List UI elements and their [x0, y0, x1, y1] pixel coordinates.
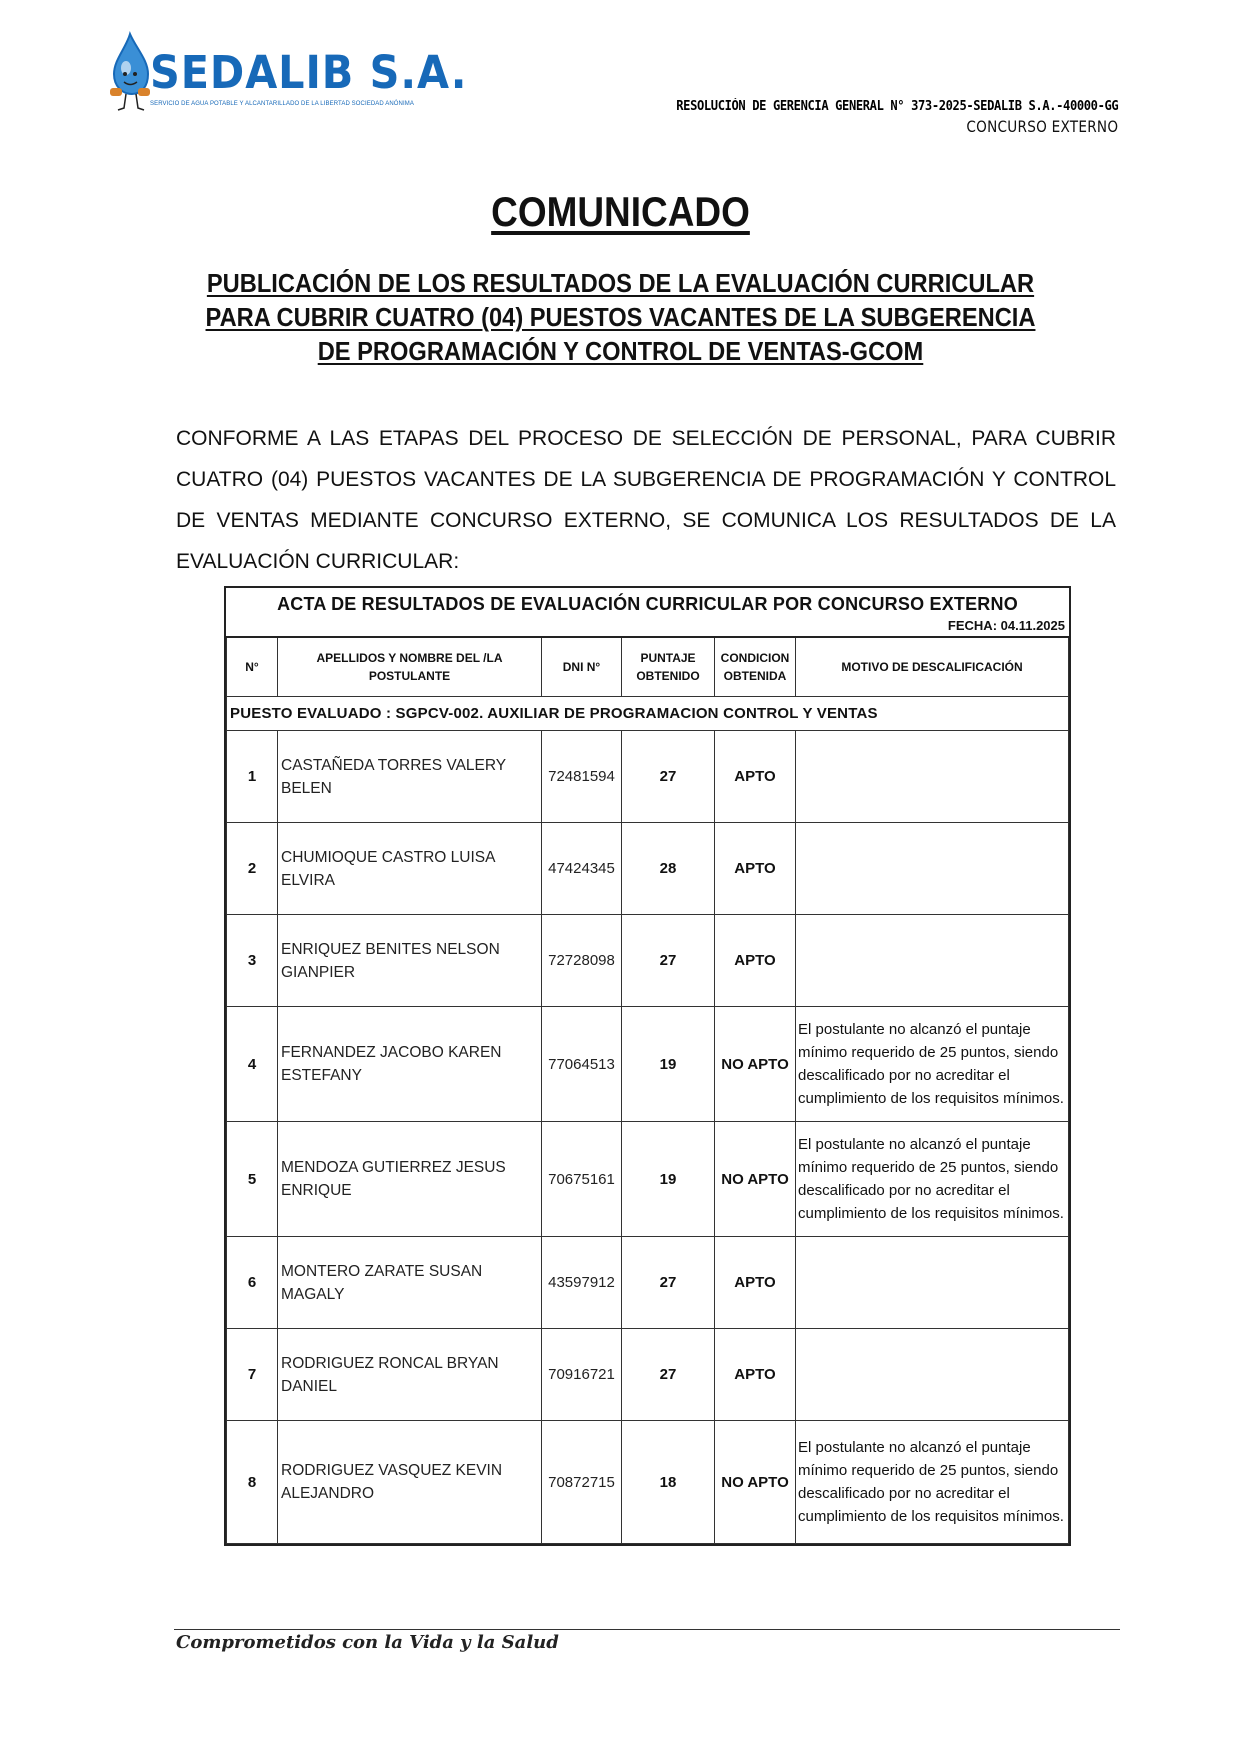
applicant-condition: NO APTO: [715, 1007, 796, 1122]
acta-date: FECHA: 04.11.2025: [947, 618, 1065, 633]
applicant-score: 27: [622, 1237, 715, 1329]
applicant-score: 19: [622, 1007, 715, 1122]
applicant-dni: 70675161: [542, 1122, 622, 1237]
page-title: COMUNICADO: [491, 188, 750, 235]
col-header-dni: DNI N°: [542, 637, 622, 697]
col-header-nombre: APELLIDOS Y NOMBRE DEL /LA POSTULANTE: [278, 637, 542, 697]
footer-divider: [174, 1629, 1120, 1630]
applicant-name: ENRIQUEZ BENITES NELSON GIANPIER: [278, 915, 542, 1007]
row-number: 1: [227, 731, 278, 823]
footer-slogan: Comprometidos con la Vida y la Salud: [176, 1632, 559, 1653]
applicant-condition: NO APTO: [715, 1421, 796, 1544]
applicant-name: MENDOZA GUTIERREZ JESUS ENRIQUE: [278, 1122, 542, 1237]
applicant-score: 28: [622, 823, 715, 915]
concurso-label: CONCURSO EXTERNO: [966, 117, 1118, 136]
applicant-score: 27: [622, 915, 715, 1007]
row-number: 7: [227, 1329, 278, 1421]
applicant-condition: APTO: [715, 731, 796, 823]
applicant-score: 18: [622, 1421, 715, 1544]
applicant-name: CHUMIOQUE CASTRO LUISA ELVIRA: [278, 823, 542, 915]
section-label: PUESTO EVALUADO : SGPCV-002. AUXILIAR DE PROGRAMACION CONTROL Y VENTAS: [227, 697, 1069, 731]
disqualification-reason: [796, 1237, 1069, 1329]
table-row: [227, 1421, 1069, 1544]
row-number: 2: [227, 823, 278, 915]
row-number: 5: [227, 1122, 278, 1237]
row-number: 3: [227, 915, 278, 1007]
disqualification-reason: El postulante no alcanzó el puntaje mínimo requerido de 25 puntos, siendo descalificado por no acreditar el cumplimiento de los requisitos mínimos.: [796, 1007, 1069, 1122]
table-row: [227, 1122, 1069, 1237]
applicant-condition: NO APTO: [715, 1122, 796, 1237]
document-header: [643, 99, 1118, 136]
row-number: 4: [227, 1007, 278, 1122]
table-row: [227, 1007, 1069, 1122]
applicant-name: RODRIGUEZ RONCAL BRYAN DANIEL: [278, 1329, 542, 1421]
applicant-condition: APTO: [715, 1237, 796, 1329]
applicant-dni: 47424345: [542, 823, 622, 915]
table-row: [227, 1329, 1069, 1421]
applicant-name: FERNANDEZ JACOBO KAREN ESTEFANY: [278, 1007, 542, 1122]
applicant-name: RODRIGUEZ VASQUEZ KEVIN ALEJANDRO: [278, 1421, 542, 1544]
col-header-puntaje: PUNTAJE OBTENIDO: [622, 637, 715, 697]
table-row: [227, 915, 1069, 1007]
logo-name: SEDALIB S.A.: [150, 46, 468, 99]
applicant-dni: 72481594: [542, 731, 622, 823]
results-table: [226, 636, 1069, 1544]
applicant-score: 27: [622, 1329, 715, 1421]
row-number: 8: [227, 1421, 278, 1544]
table-row: [227, 1237, 1069, 1329]
table-row: [227, 823, 1069, 915]
applicant-dni: 72728098: [542, 915, 622, 1007]
applicant-dni: 77064513: [542, 1007, 622, 1122]
col-header-motivo: MOTIVO DE DESCALIFICACIÓN: [796, 637, 1069, 697]
col-header-n: N°: [227, 637, 278, 697]
disqualification-reason: [796, 915, 1069, 1007]
resolution-number: RESOLUCIÓN DE GERENCIA GENERAL N° 373-2025-SEDALIB S.A.-40000-GG: [675, 99, 1118, 114]
applicant-condition: APTO: [715, 915, 796, 1007]
applicant-dni: 70916721: [542, 1329, 622, 1421]
applicant-score: 19: [622, 1122, 715, 1237]
logo-tagline: SERVICIO DE AGUA POTABLE Y ALCANTARILLADO DE LA LIBERTAD SOCIEDAD ANÓNIMA: [150, 101, 414, 107]
row-number: 6: [227, 1237, 278, 1329]
water-drop-mascot-icon: [108, 30, 156, 112]
applicant-name: MONTERO ZARATE SUSAN MAGALY: [278, 1237, 542, 1329]
applicant-score: 27: [622, 731, 715, 823]
disqualification-reason: El postulante no alcanzó el puntaje mínimo requerido de 25 puntos, siendo descalificado por no acreditar el cumplimiento de los requisitos mínimos.: [796, 1421, 1069, 1544]
disqualification-reason: [796, 1329, 1069, 1421]
table-header-row: [227, 637, 1069, 697]
disqualification-reason: El postulante no alcanzó el puntaje mínimo requerido de 25 puntos, siendo descalificado por no acreditar el cumplimiento de los requisitos mínimos.: [796, 1122, 1069, 1237]
applicant-dni: 43597912: [542, 1237, 622, 1329]
intro-paragraph: CONFORME A LAS ETAPAS DEL PROCESO DE SELECCIÓN DE PERSONAL, PARA CUBRIR CUATRO (04) PUESTOS VACANTES DE LA SUBGERENCIA DE PROGRAMACIÓN Y CONTROL DE VENTAS MEDIANTE CONCURSO EXTERNO, SE COMUNICA LOS RESULTADOS DE LA EVALUACIÓN CURRICULAR:: [176, 427, 1116, 573]
col-header-condicion: CONDICION OBTENIDA: [715, 637, 796, 697]
results-acta: [224, 586, 1071, 1546]
disqualification-reason: [796, 731, 1069, 823]
applicant-name: CASTAÑEDA TORRES VALERY BELEN: [278, 731, 542, 823]
acta-title: ACTA DE RESULTADOS DE EVALUACIÓN CURRICULAR POR CONCURSO EXTERNO: [277, 594, 1018, 614]
applicant-condition: APTO: [715, 823, 796, 915]
applicant-dni: 70872715: [542, 1421, 622, 1544]
table-row: [227, 731, 1069, 823]
section-row: [227, 697, 1069, 731]
disqualification-reason: [796, 823, 1069, 915]
sedalib-logo: [108, 30, 468, 112]
applicant-condition: APTO: [715, 1329, 796, 1421]
page-subtitle: PUBLICACIÓN DE LOS RESULTADOS DE LA EVALUACIÓN CURRICULAR PARA CUBRIR CUATRO (04) PUESTOS VACANTES DE LA SUBGERENCIA DE PROGRAMACIÓN Y CONTROL DE VENTAS-GCOM: [205, 268, 1036, 366]
